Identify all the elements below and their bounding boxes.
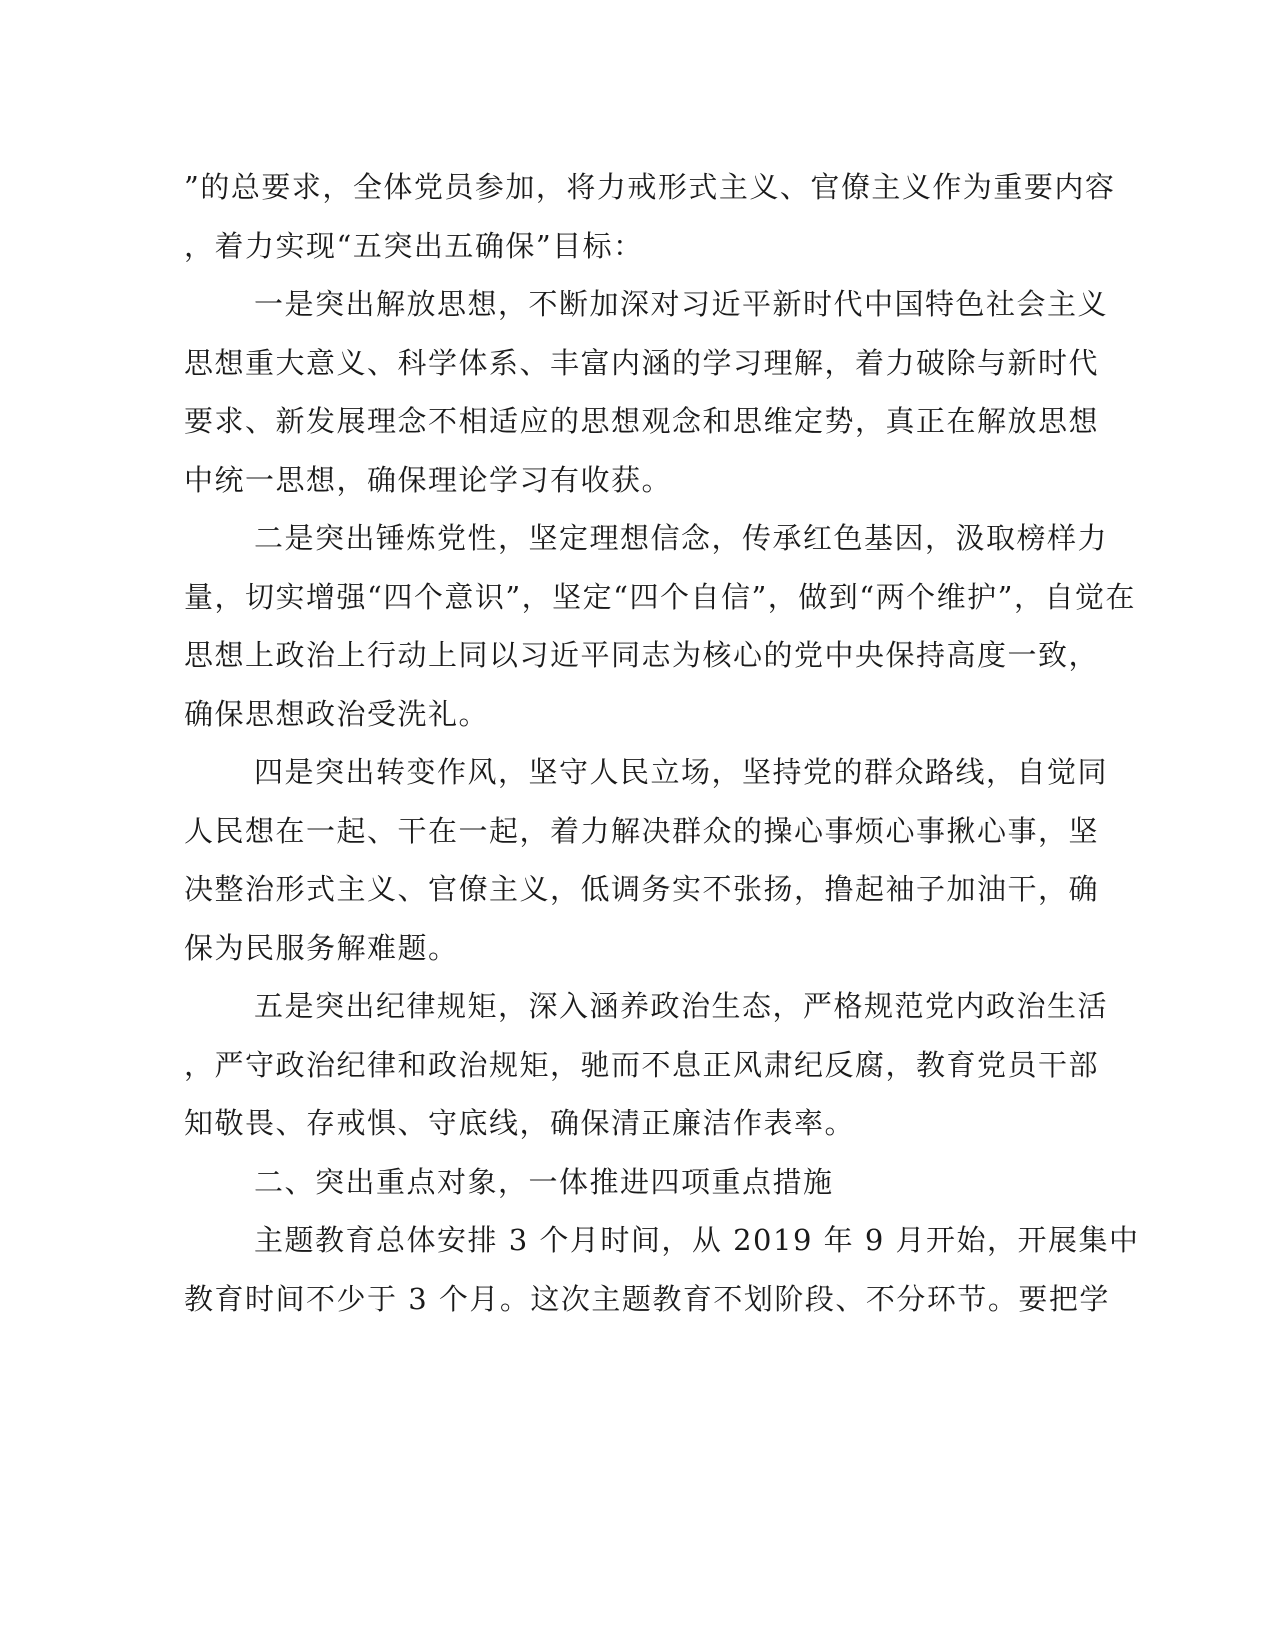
paragraph-first-line: 四是突出转变作风，坚守人民立场，坚持党的群众路线，自觉同 xyxy=(254,755,1109,789)
text-line: 量，切实增强“四个意识”，坚定“四个自信”，做到“两个维护”，自觉在 xyxy=(184,579,1136,614)
text-line: ，着力实现“五突出五确保”目标： xyxy=(184,228,644,263)
text-line: ”的总要求，全体党员参加，将力戒形式主义、官僚主义作为重要内容 xyxy=(184,170,1116,204)
paragraph-first-line: 五是突出纪律规矩，深入涵养政治生态，严格规范党内政治生活 xyxy=(254,989,1109,1023)
document-body xyxy=(184,158,1140,1328)
text-line: 人民想在一起、干在一起，着力解决群众的操心事烦心事揪心事，坚 xyxy=(184,813,1100,848)
text-line: 思想上政治上行动上同以习近平同志为核心的党中央保持高度一致， xyxy=(184,638,1100,672)
text-line: 教育时间不少于 3 个月。这次主题教育不划阶段、不分环节。要把学 xyxy=(184,1281,1110,1316)
section-heading: 二、突出重点对象，一体推进四项重点措施 xyxy=(254,1164,834,1199)
text-line: 保为民服务解难题。 xyxy=(184,930,459,965)
paragraph-first-line: 二是突出锤炼党性，坚定理想信念，传承红色基因，汲取榜样力 xyxy=(254,521,1109,555)
paragraph-first-line: 主题教育总体安排 3 个月时间，从 2019 年 9 月开始，开展集中 xyxy=(254,1223,1140,1257)
text-line: 要求、新发展理念不相适应的思想观念和思维定势，真正在解放思想 xyxy=(184,404,1100,438)
text-line: 确保思想政治受洗礼。 xyxy=(184,696,490,731)
text-line: 中统一思想，确保理论学习有收获。 xyxy=(184,462,673,497)
text-line: 知敬畏、存戒惧、守底线，确保清正廉洁作表率。 xyxy=(184,1106,856,1140)
text-line: ，严守政治纪律和政治规矩，驰而不息正风肃纪反腐，教育党员干部 xyxy=(184,1047,1100,1082)
paragraph-first-line: 一是突出解放思想，不断加深对习近平新时代中国特色社会主义 xyxy=(254,287,1109,321)
text-line: 思想重大意义、科学体系、丰富内涵的学习理解，着力破除与新时代 xyxy=(184,345,1100,380)
text-line: 决整治形式主义、官僚主义，低调务实不张扬，撸起袖子加油干，确 xyxy=(184,872,1100,906)
